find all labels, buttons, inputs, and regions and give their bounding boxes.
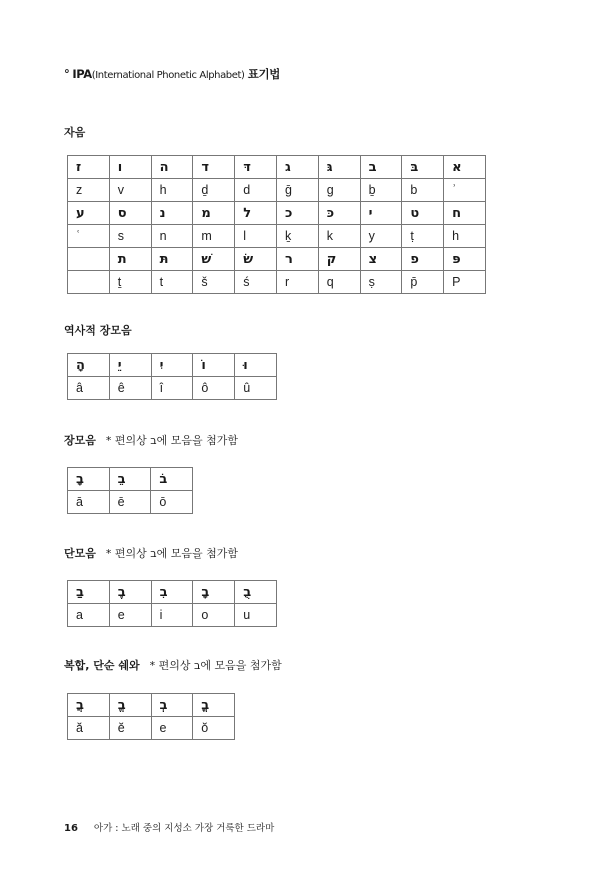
hebrew-letter-cell: ר [276, 248, 318, 271]
hebrew-letter-cell: ה [151, 156, 193, 179]
hebrew-letter-cell: ט [402, 202, 444, 225]
hebrew-letter-cell: הָ [68, 354, 110, 377]
long-vowels-heading [64, 432, 238, 448]
hebrew-letter-cell: ח [444, 202, 486, 225]
hebrew-letter-cell: בֹ [151, 468, 193, 491]
transliteration-cell: e [151, 717, 193, 740]
hebrew-letter-cell: שׁ [193, 248, 235, 271]
hebrew-letter-cell: מ [193, 202, 235, 225]
title-paren: (International Phonetic Alphabet) [91, 70, 245, 81]
hebrew-letter-cell: דּ [235, 156, 277, 179]
hebrew-letter-cell: בֵ [109, 468, 151, 491]
hebrew-letter-cell: ע [68, 202, 110, 225]
hebrew-letter-cell: שׂ [235, 248, 277, 271]
title-ipa: IPA [72, 67, 92, 81]
page-footer [64, 820, 274, 834]
hebrew-letter-cell: א [444, 156, 486, 179]
transliteration-cell: r [276, 271, 318, 294]
hebrew-letter-cell: בֱ [109, 694, 151, 717]
transliteration-cell: v [109, 179, 151, 202]
title-suffix: 표기법 [247, 67, 280, 81]
hebrew-letter-cell: בֻ [235, 581, 277, 604]
table-row [68, 248, 486, 271]
transliteration-cell: m [193, 225, 235, 248]
transliteration-cell: e [109, 604, 151, 627]
sheva-title: 복합, 단순 쉐와 [64, 659, 140, 672]
hebrew-letter-cell: בָ [193, 581, 235, 604]
transliteration-cell: ʾ [444, 179, 486, 202]
transliteration-cell: t [151, 271, 193, 294]
transliteration-cell: â [68, 377, 110, 400]
table-row [68, 604, 277, 627]
transliteration-cell: i [151, 604, 193, 627]
table-row [68, 491, 193, 514]
transliteration-cell [68, 248, 110, 271]
transliteration-cell: ṯ [109, 271, 151, 294]
transliteration-cell: p̄ [402, 271, 444, 294]
consonants-table [67, 155, 486, 294]
long-vowels-table [67, 467, 193, 514]
transliteration-cell: h [151, 179, 193, 202]
page-number: 16 [64, 823, 78, 834]
hebrew-letter-cell: ת [109, 248, 151, 271]
short-vowels-title: 단모음 [64, 547, 96, 560]
transliteration-cell: ś [235, 271, 277, 294]
hebrew-letter-cell: פּ [444, 248, 486, 271]
transliteration-cell: š [193, 271, 235, 294]
transliteration-cell: ê [109, 377, 151, 400]
table-row [68, 377, 277, 400]
footer-text: 아가 : 노래 중의 지성소 가장 거룩한 드라마 [93, 823, 275, 834]
hebrew-letter-cell: נ [151, 202, 193, 225]
historical-long-heading: 역사적 장모음 [64, 324, 132, 337]
title-bullet: ° [64, 67, 70, 81]
hebrew-letter-cell: צ [360, 248, 402, 271]
transliteration-cell: û [235, 377, 277, 400]
table-row [68, 717, 235, 740]
transliteration-cell: ʿ [68, 225, 110, 248]
transliteration-cell: ḏ [193, 179, 235, 202]
transliteration-cell [68, 271, 110, 294]
hebrew-letter-cell: יִ [151, 354, 193, 377]
table-row [68, 694, 235, 717]
transliteration-cell: g [318, 179, 360, 202]
hebrew-letter-cell: וֹ [193, 354, 235, 377]
transliteration-cell: o [193, 604, 235, 627]
transliteration-cell: u [235, 604, 277, 627]
transliteration-cell: ō [151, 491, 193, 514]
ipa-title [64, 66, 280, 82]
table-row [68, 202, 486, 225]
transliteration-cell: h [444, 225, 486, 248]
hebrew-letter-cell: כ [276, 202, 318, 225]
hebrew-letter-cell: גּ [318, 156, 360, 179]
table-row [68, 581, 277, 604]
hebrew-letter-cell: בָ [68, 468, 110, 491]
transliteration-cell: q [318, 271, 360, 294]
short-vowels-note: * 편의상 ב에 모음을 첨가함 [105, 547, 238, 560]
transliteration-cell: s [109, 225, 151, 248]
transliteration-cell: ṭ [402, 225, 444, 248]
hebrew-letter-cell: בֳ [193, 694, 235, 717]
table-row [68, 354, 277, 377]
sheva-note: * 편의상 ב에 모음을 첨가함 [149, 659, 282, 672]
table-row [68, 468, 193, 491]
transliteration-cell: d [235, 179, 277, 202]
hebrew-letter-cell: בִ [151, 581, 193, 604]
table-row [68, 271, 486, 294]
hebrew-letter-cell: בְ [151, 694, 193, 717]
hebrew-letter-cell: יֵ [109, 354, 151, 377]
transliteration-cell: z [68, 179, 110, 202]
transliteration-cell: a [68, 604, 110, 627]
hebrew-letter-cell: וּ [235, 354, 277, 377]
transliteration-cell: ô [193, 377, 235, 400]
hebrew-letter-cell: ל [235, 202, 277, 225]
hebrew-letter-cell: ו [109, 156, 151, 179]
short-vowels-table [67, 580, 277, 627]
transliteration-cell: b [402, 179, 444, 202]
short-vowels-heading [64, 545, 238, 561]
hebrew-letter-cell: פ [402, 248, 444, 271]
transliteration-cell: î [151, 377, 193, 400]
hebrew-letter-cell: כּ [318, 202, 360, 225]
hebrew-letter-cell: ד [193, 156, 235, 179]
transliteration-cell: ă [68, 717, 110, 740]
transliteration-cell: ṣ [360, 271, 402, 294]
transliteration-cell: ŏ [193, 717, 235, 740]
consonants-heading: 자음 [64, 126, 86, 139]
sheva-heading [64, 657, 282, 673]
sheva-table [67, 693, 235, 740]
hebrew-letter-cell: בֲ [68, 694, 110, 717]
transliteration-cell: y [360, 225, 402, 248]
hebrew-letter-cell: ז [68, 156, 110, 179]
transliteration-cell: ē [109, 491, 151, 514]
transliteration-cell: ḇ [360, 179, 402, 202]
historical-long-table [67, 353, 277, 400]
transliteration-cell: n [151, 225, 193, 248]
transliteration-cell: ĕ [109, 717, 151, 740]
hebrew-letter-cell: בֶ [109, 581, 151, 604]
long-vowels-note: * 편의상 ב에 모음을 첨가함 [105, 434, 238, 447]
transliteration-cell: ḵ [276, 225, 318, 248]
table-row [68, 179, 486, 202]
transliteration-cell: l [235, 225, 277, 248]
transliteration-cell: P [444, 271, 486, 294]
hebrew-letter-cell: ג [276, 156, 318, 179]
hebrew-letter-cell: בַ [68, 581, 110, 604]
hebrew-letter-cell: י [360, 202, 402, 225]
transliteration-cell: k [318, 225, 360, 248]
hebrew-letter-cell: ב [360, 156, 402, 179]
hebrew-letter-cell: ק [318, 248, 360, 271]
table-row [68, 225, 486, 248]
transliteration-cell: ā [68, 491, 110, 514]
long-vowels-title: 장모음 [64, 434, 96, 447]
table-row [68, 156, 486, 179]
hebrew-letter-cell: ס [109, 202, 151, 225]
transliteration-cell: ḡ [276, 179, 318, 202]
hebrew-letter-cell: בּ [402, 156, 444, 179]
hebrew-letter-cell: תּ [151, 248, 193, 271]
